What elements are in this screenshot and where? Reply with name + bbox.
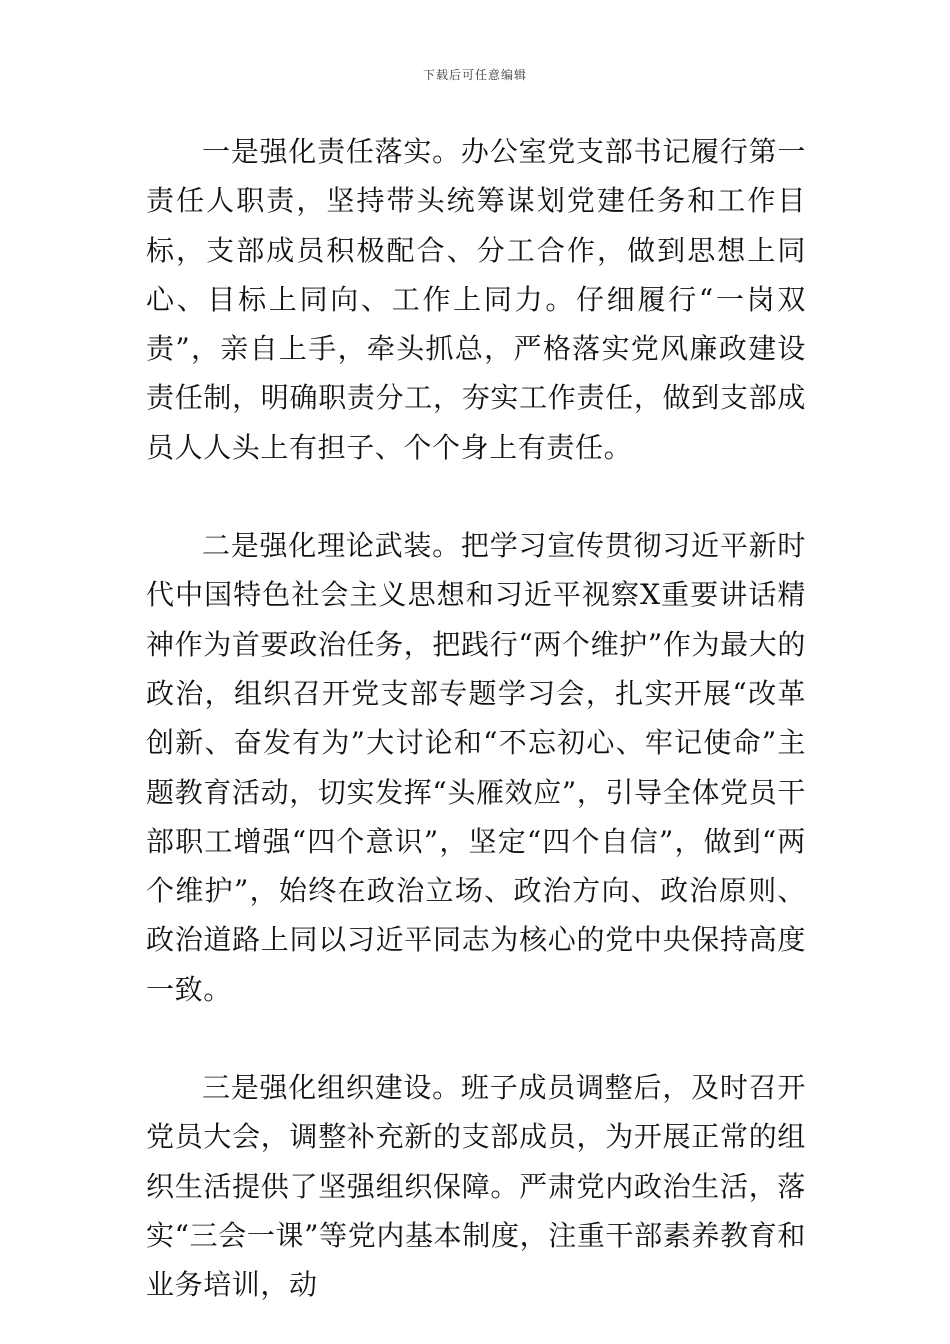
paragraph-organization: 三是强化组织建设。班子成员调整后，及时召开党员大会，调整补充新的支部成员，为开展正常的组织生活提供了坚强组织保障。严肃党内政治生活，落实“三会一课”等党内基本制度，注重干部素养教育和业务培训，动	[146, 1071, 806, 1302]
paragraph-theory: 二是强化理论武装。把学习宣传贯彻习近平新时代中国特色社会主义思想和习近平视察X重要讲话精神作为首要政治任务，把践行“两个维护”作为最大的政治，组织召开党支部专题学习会，扎实开展“改革创新、奋发有为”大讨论和“不忘初心、牢记使命”主题教育活动，切实发挥“头雁效应”，引导全体党员干部职工增强“四个意识”，坚定“四个自信”，做到“两个维护”，始终在政治立场、政治方向、政治原则、政治道路上同以习近平同志为核心的党中央保持高度一致。	[146, 529, 806, 1006]
header-note: 下载后可任意编辑	[422, 68, 527, 82]
paragraph-responsibility: 一是强化责任落实。办公室党支部书记履行第一责任人职责，坚持带头统筹谋划党建任务和工作目标，支部成员积极配合、分工合作，做到思想上同心、目标上同向、工作上同力。仔细履行“一岗双责”，亲自上手，牵头抓总，严格落实党风廉政建设责任制，明确职责分工，夯实工作责任，做到支部成员人人头上有担子、个个身上有责任。	[146, 135, 806, 464]
document-body	[146, 127, 806, 1310]
